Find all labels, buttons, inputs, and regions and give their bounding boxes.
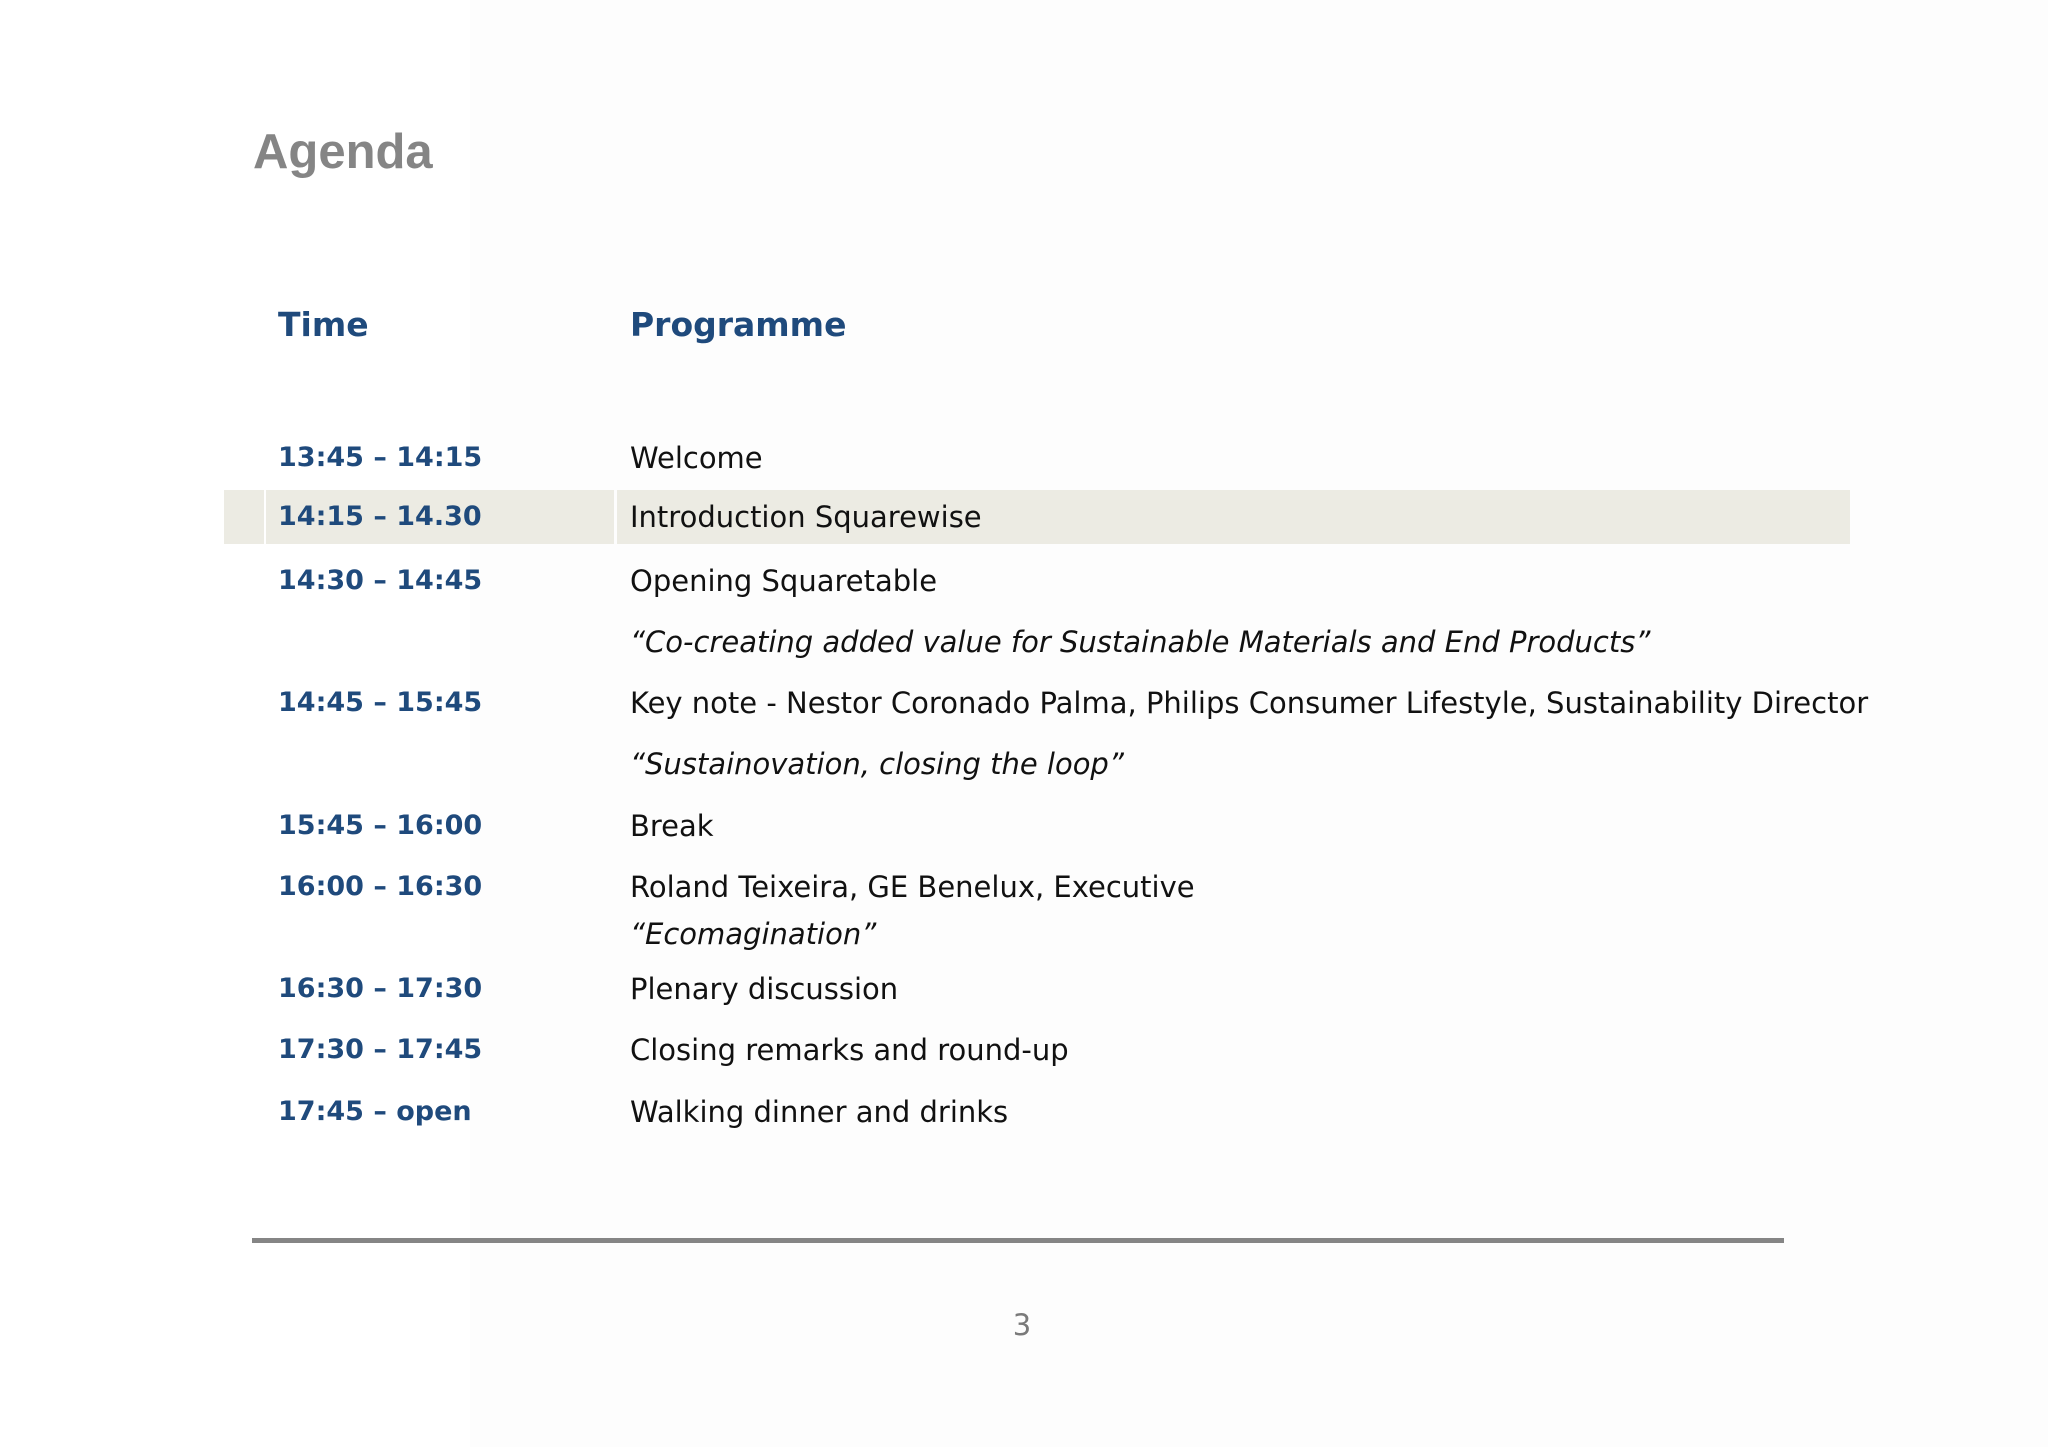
footer-divider bbox=[252, 1238, 1784, 1243]
row-time: 16:00 – 16:30 bbox=[278, 871, 483, 902]
row-programme: Introduction Squarewise bbox=[630, 500, 982, 534]
row-programme: Break bbox=[630, 809, 714, 843]
row-programme: Plenary discussion bbox=[630, 972, 899, 1006]
programme-column-header: Programme bbox=[630, 305, 847, 344]
agenda-row bbox=[0, 1022, 2048, 1078]
row-programme: Key note - Nestor Coronado Palma, Philips Consumer Lifestyle, Sustainability Director bbox=[630, 686, 1869, 720]
agenda-row bbox=[0, 675, 2048, 731]
row-programme-subtitle: “Ecomagination” bbox=[630, 917, 877, 951]
page-title: Agenda bbox=[253, 125, 433, 179]
row-time: 16:30 – 17:30 bbox=[278, 973, 483, 1004]
agenda-row bbox=[0, 961, 2048, 1017]
row-programme: Roland Teixeira, GE Benelux, Executive bbox=[630, 870, 1195, 904]
highlight-band bbox=[224, 490, 264, 544]
agenda-row-highlighted bbox=[0, 489, 2048, 545]
agenda-row bbox=[0, 859, 2048, 915]
time-column-header: Time bbox=[278, 305, 369, 344]
agenda-row bbox=[0, 553, 2048, 609]
row-time: 17:45 – open bbox=[278, 1096, 472, 1127]
row-time: 17:30 – 17:45 bbox=[278, 1034, 483, 1065]
agenda-row bbox=[0, 798, 2048, 854]
row-programme: Closing remarks and round-up bbox=[630, 1033, 1069, 1067]
row-programme: Opening Squaretable bbox=[630, 564, 938, 598]
table-header bbox=[0, 300, 2048, 350]
row-time: 14:30 – 14:45 bbox=[278, 565, 483, 596]
agenda-row bbox=[0, 614, 2048, 670]
row-programme-subtitle: “Sustainovation, closing the loop” bbox=[630, 747, 1124, 781]
row-programme: Welcome bbox=[630, 441, 763, 475]
agenda-row bbox=[0, 736, 2048, 792]
row-programme: Walking dinner and drinks bbox=[630, 1095, 1009, 1129]
agenda-row bbox=[0, 1084, 2048, 1140]
row-time: 13:45 – 14:15 bbox=[278, 442, 483, 473]
row-time: 15:45 – 16:00 bbox=[278, 810, 483, 841]
agenda-row bbox=[0, 430, 2048, 486]
row-time: 14:45 – 15:45 bbox=[278, 687, 483, 718]
row-time: 14:15 – 14.30 bbox=[278, 501, 482, 532]
page-number: 3 bbox=[1012, 1308, 1032, 1342]
row-programme-subtitle: “Co-creating added value for Sustainable Materials and End Products” bbox=[630, 625, 1651, 659]
